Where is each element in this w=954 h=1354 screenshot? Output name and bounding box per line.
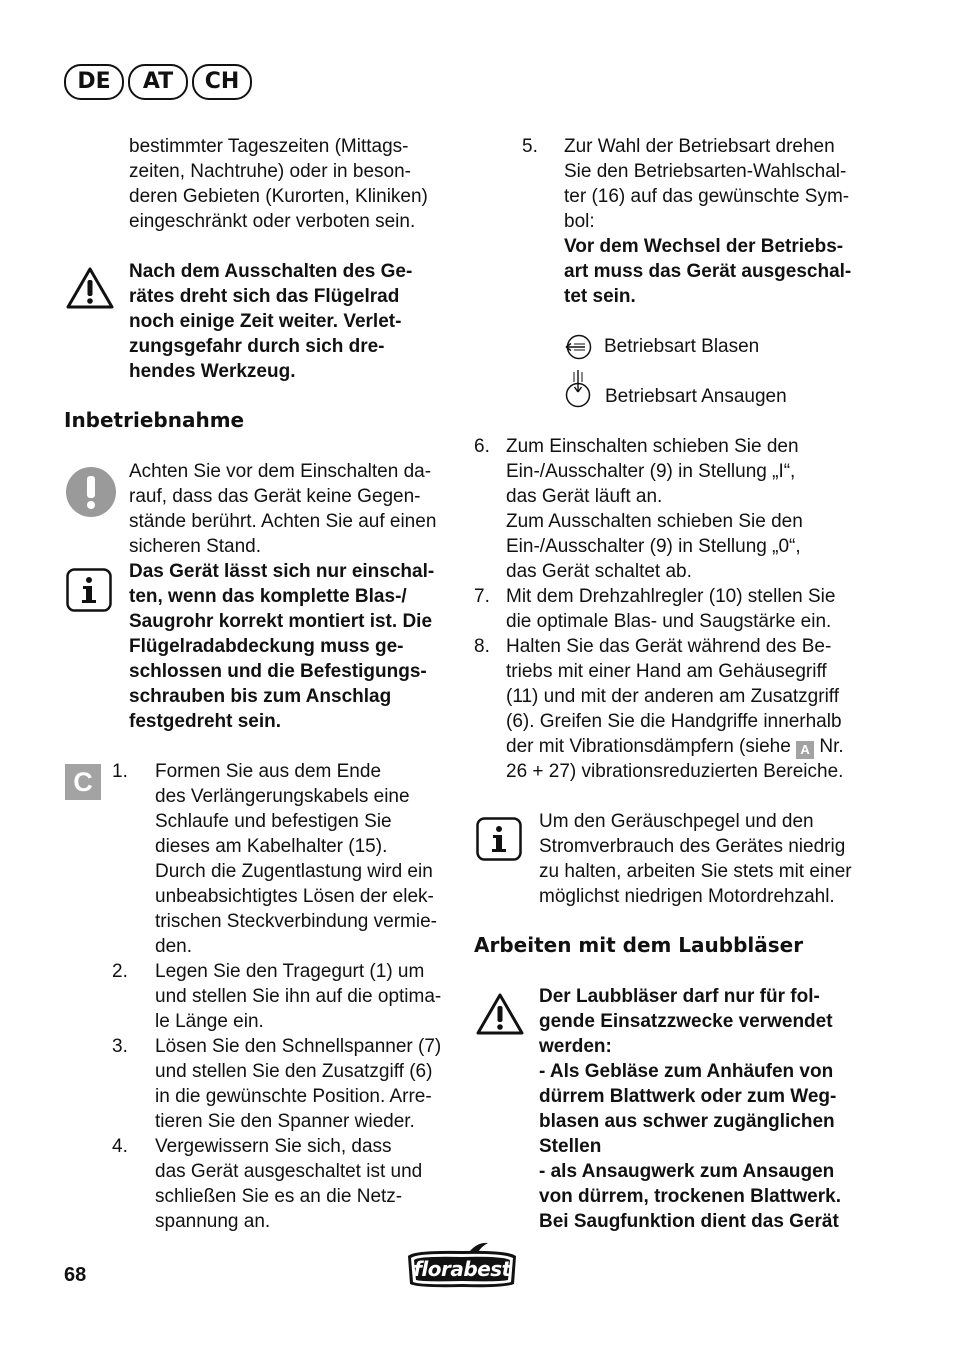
list-item xyxy=(474,434,894,584)
text-line: schlossen und die Befestigungs- xyxy=(129,661,427,682)
text-line: Zum Einschalten schieben Sie den xyxy=(506,436,799,457)
list-item xyxy=(112,1034,458,1134)
text-line: art muss das Gerät ausgeschal- xyxy=(564,261,852,282)
text-line: ten, wenn das komplette Blas-/ xyxy=(129,586,407,607)
text-line: eingeschränkt oder verboten sein. xyxy=(129,211,416,232)
text-line: und stellen Sie ihn auf die optima- xyxy=(155,986,442,1007)
list-item xyxy=(112,959,458,1034)
text-line: Das Gerät lässt sich nur einschal- xyxy=(129,561,435,582)
text-line: Durch die Zugentlastung wird ein xyxy=(155,861,433,882)
mode-label-suction: Betriebsart Ansaugen xyxy=(605,386,787,407)
text-line: Vor dem Wechsel der Betriebs- xyxy=(564,236,844,257)
text-line: Ein-/Ausschalter (9) in Stellung „I“, xyxy=(506,461,796,482)
warning-paragraph-usage xyxy=(539,984,899,1234)
text-line: schließen Sie es an die Netz- xyxy=(155,1186,403,1207)
text-line: die optimale Blas- und Saugstärke ein. xyxy=(506,611,832,632)
text-line: Stellen xyxy=(539,1136,602,1157)
country-badges xyxy=(64,64,254,100)
florabest-logo xyxy=(404,1242,520,1290)
text-line: das Gerät schaltet ab. xyxy=(506,561,692,582)
text-line: schrauben bis zum Anschlag xyxy=(129,686,392,707)
suction-mode-icon xyxy=(563,368,593,408)
text-line: Vergewissern Sie sich, dass xyxy=(155,1136,392,1157)
list-item xyxy=(112,759,458,959)
operation-steps-list xyxy=(474,434,894,784)
list-item xyxy=(474,584,894,634)
text-line: trischen Steckverbindung vermie- xyxy=(155,911,437,932)
text-line: tet sein. xyxy=(564,286,636,307)
warning-triangle-icon xyxy=(476,992,524,1036)
text-line: 26 + 27) vibrationsreduzierten Bereiche. xyxy=(506,761,844,782)
text-line: werden: xyxy=(539,1036,612,1057)
text-line: Lösen Sie den Schnellspanner (7) xyxy=(155,1036,442,1057)
text-line: Legen Sie den Tragegurt (1) um xyxy=(155,961,425,982)
text-line: ter (16) auf das gewünschte Sym- xyxy=(564,186,850,207)
text-line: des Verlängerungskabels eine xyxy=(155,786,410,807)
text-line: sicheren Stand. xyxy=(129,536,262,557)
caution-exclamation-icon xyxy=(66,467,116,517)
text-line: Ein-/Ausschalter (9) in Stellung „0“, xyxy=(506,536,801,557)
country-badge-ch: CH xyxy=(192,64,252,100)
text-line: Stromverbrauch des Gerätes niedrig xyxy=(539,836,846,857)
text-line: möglichst niedrigen Motordrehzahl. xyxy=(539,886,835,907)
text-line: (6). Greifen Sie die Handgriffe innerhalb xyxy=(506,711,842,732)
list-number: 2. xyxy=(112,961,128,982)
list-item xyxy=(522,134,882,309)
list-number: 6. xyxy=(474,436,490,457)
text-line: festgedreht sein. xyxy=(129,711,282,732)
text-line: in die gewünschte Position. Arre- xyxy=(155,1086,432,1107)
assembly-steps-list xyxy=(112,759,458,1234)
text-line: den. xyxy=(155,936,192,957)
text-line: und stellen Sie den Zusatzgiff (6) xyxy=(155,1061,433,1082)
list-number: 7. xyxy=(474,586,490,607)
text-line: von dürrem, trockenen Blattwerk. xyxy=(539,1186,841,1207)
text-line: blasen aus schwer zugänglichen xyxy=(539,1111,835,1132)
text-line: zungsgefahr durch sich dre- xyxy=(129,336,385,357)
text-line: zu halten, arbeiten Sie stets mit einer xyxy=(539,861,852,882)
text-line: rätes dreht sich das Flügelrad xyxy=(129,286,400,307)
text-line: noch einige Zeit weiter. Verlet- xyxy=(129,311,402,332)
intro-paragraph xyxy=(129,134,459,234)
text-line: das Gerät läuft an. xyxy=(506,486,663,507)
text-line: dieses am Kabelhalter (15). xyxy=(155,836,388,857)
text-fragment: Nr. xyxy=(819,736,844,757)
list-number: 8. xyxy=(474,636,490,657)
warning-paragraph xyxy=(129,259,459,384)
text-line: - als Ansaugwerk zum Ansaugen xyxy=(539,1161,835,1182)
text-line: Der Laubbläser darf nur für fol- xyxy=(539,986,820,1007)
text-line: Bei Saugfunktion dient das Gerät xyxy=(539,1211,839,1232)
blow-mode-icon xyxy=(563,334,593,360)
text-line: Zur Wahl der Betriebsart drehen xyxy=(564,136,835,157)
text-line: Achten Sie vor dem Einschalten da- xyxy=(129,461,432,482)
list-number: 1. xyxy=(112,761,128,782)
step-5 xyxy=(522,134,882,309)
text-fragment: der mit Vibrationsdämpfern (siehe xyxy=(506,736,791,757)
text-line: Flügelradabdeckung muss ge- xyxy=(129,636,404,657)
text-line: dürrem Blattwerk oder zum Weg- xyxy=(539,1086,837,1107)
text-line: Halten Sie das Gerät während des Be- xyxy=(506,636,832,657)
info-paragraph xyxy=(129,559,459,734)
info-icon xyxy=(476,817,522,861)
text-line: bol: xyxy=(564,211,595,232)
text-line: Zum Ausschalten schieben Sie den xyxy=(506,511,803,532)
caution-paragraph xyxy=(129,459,459,559)
text-line: Schlaufe und befestigen Sie xyxy=(155,811,392,832)
country-badge-at: AT xyxy=(128,64,188,100)
section-heading-laubblaeser: Arbeiten mit dem Laubbläser xyxy=(474,933,804,957)
text-line: gende Einsatzzwecke verwendet xyxy=(539,1011,833,1032)
text-line xyxy=(506,734,894,759)
text-line: Sie den Betriebsarten-Wahlschal- xyxy=(564,161,847,182)
list-number: 5. xyxy=(522,136,538,157)
text-line: Formen Sie aus dem Ende xyxy=(155,761,382,782)
logo-text: florabest xyxy=(413,1257,511,1281)
text-line: (11) und mit der anderen am Zusatzgriff xyxy=(506,686,840,707)
text-line: rauf, dass das Gerät keine Gegen- xyxy=(129,486,421,507)
text-line: - Als Gebläse zum Anhäufen von xyxy=(539,1061,834,1082)
text-line: Saugrohr korrekt montiert ist. Die xyxy=(129,611,433,632)
text-line: stände berührt. Achten Sie auf einen xyxy=(129,511,437,532)
list-item xyxy=(112,1134,458,1234)
list-item xyxy=(474,634,894,784)
warning-triangle-icon xyxy=(66,266,114,310)
figure-reference-badge: C xyxy=(65,764,101,800)
info-icon xyxy=(66,568,112,612)
figure-reference-badge: A xyxy=(796,741,814,759)
text-line: spannung an. xyxy=(155,1211,271,1232)
mode-label-blow: Betriebsart Blasen xyxy=(604,336,760,357)
text-line: tieren Sie den Spanner wieder. xyxy=(155,1111,415,1132)
text-line: triebs mit einer Hand am Gehäusegriff xyxy=(506,661,827,682)
text-line: hendes Werkzeug. xyxy=(129,361,296,382)
text-line: Um den Geräuschpegel und den xyxy=(539,811,814,832)
text-line: bestimmter Tageszeiten (Mittags- xyxy=(129,136,409,157)
page-number: 68 xyxy=(64,1264,87,1286)
list-number: 3. xyxy=(112,1036,128,1057)
info-paragraph-noise xyxy=(539,809,899,909)
list-number: 4. xyxy=(112,1136,128,1157)
text-line: unbeabsichtigtes Lösen der elek- xyxy=(155,886,434,907)
text-line: zeiten, Nachtruhe) oder in beson- xyxy=(129,161,411,182)
text-line: das Gerät ausgeschaltet ist und xyxy=(155,1161,423,1182)
text-line: Mit dem Drehzahlregler (10) stellen Sie xyxy=(506,586,836,607)
country-badge-de: DE xyxy=(64,64,124,100)
section-heading-inbetriebnahme: Inbetriebnahme xyxy=(64,408,245,432)
text-line: deren Gebieten (Kurorten, Kliniken) xyxy=(129,186,428,207)
text-line: le Länge ein. xyxy=(155,1011,264,1032)
text-line: Nach dem Ausschalten des Ge- xyxy=(129,261,413,282)
